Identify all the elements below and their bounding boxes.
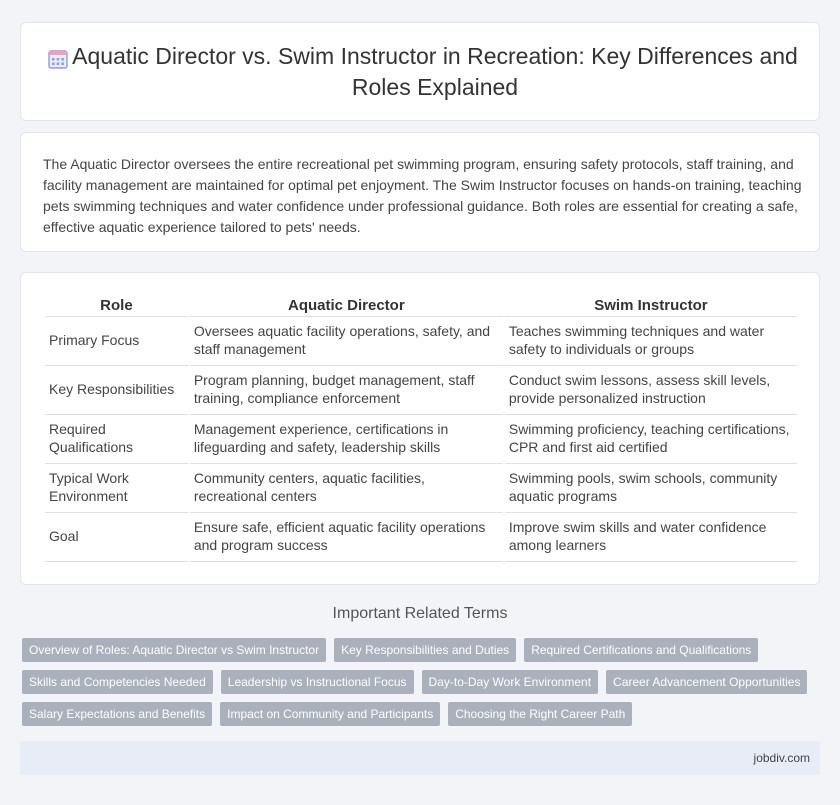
- related-term-tag[interactable]: Required Certifications and Qualifications: [524, 638, 758, 662]
- related-term-tag[interactable]: Salary Expectations and Benefits: [22, 702, 212, 726]
- table-row: [45, 464, 797, 513]
- row-label: Typical Work Environment: [45, 464, 188, 513]
- comparison-table: [43, 295, 799, 562]
- aquatic-director-cell: Management experience, certifications in lifeguarding and safety, leadership skills: [190, 415, 503, 464]
- header-card: [20, 22, 820, 121]
- header-role: Role: [45, 295, 188, 317]
- related-term-tag[interactable]: Leadership vs Instructional Focus: [221, 670, 414, 694]
- related-term-tag[interactable]: Choosing the Right Career Path: [448, 702, 632, 726]
- page-title: Aquatic Director vs. Swim Instructor in Recreation: Key Differences and Roles Explained: [72, 42, 798, 100]
- table-row: [45, 513, 797, 562]
- footer: [20, 741, 820, 775]
- table-row: [45, 317, 797, 366]
- related-term-tag[interactable]: Key Responsibilities and Duties: [334, 638, 516, 662]
- related-terms-list: [22, 638, 818, 726]
- table-header-row: [45, 295, 797, 317]
- aquatic-director-cell: Ensure safe, efficient aquatic facility operations and program success: [190, 513, 503, 562]
- aquatic-director-cell: Program planning, budget management, staff training, compliance enforcement: [190, 366, 503, 415]
- swim-instructor-cell: Conduct swim lessons, assess skill levels, provide personalized instruction: [505, 366, 797, 415]
- footer-site-link[interactable]: jobdiv.com: [753, 751, 810, 765]
- swim-instructor-cell: Improve swim skills and water confidence among learners: [505, 513, 797, 562]
- related-term-tag[interactable]: Day-to-Day Work Environment: [422, 670, 599, 694]
- intro-paragraph: The Aquatic Director oversees the entire recreational pet swimming program, ensuring safety protocols, staff training, and facility management are maintained for optimal pet enjoyment. The Swim Instructor focuses on hands-on training, teaching pets swimming techniques and water confidence under professional guidance. Both roles are essential for creating a safe, effective aquatic experience tailored to pets' needs.: [43, 156, 802, 235]
- table-row: [45, 415, 797, 464]
- row-label: Goal: [45, 513, 188, 562]
- related-term-tag[interactable]: Skills and Competencies Needed: [22, 670, 213, 694]
- related-term-tag[interactable]: Impact on Community and Participants: [220, 702, 440, 726]
- table-row: [45, 366, 797, 415]
- related-terms-title: Important Related Terms: [332, 605, 508, 622]
- swim-instructor-cell: Swimming proficiency, teaching certifications, CPR and first aid certified: [505, 415, 797, 464]
- swim-instructor-cell: Swimming pools, swim schools, community aquatic programs: [505, 464, 797, 513]
- header-aquatic-director: Aquatic Director: [190, 295, 503, 317]
- row-label: Required Qualifications: [45, 415, 188, 464]
- related-term-tag[interactable]: Overview of Roles: Aquatic Director vs Swim Instructor: [22, 638, 326, 662]
- swim-instructor-cell: Teaches swimming techniques and water safety to individuals or groups: [505, 317, 797, 366]
- comparison-table-card: [20, 272, 820, 585]
- header-swim-instructor: Swim Instructor: [505, 295, 797, 317]
- row-label: Key Responsibilities: [45, 366, 188, 415]
- aquatic-director-cell: Community centers, aquatic facilities, recreational centers: [190, 464, 503, 513]
- aquatic-director-cell: Oversees aquatic facility operations, safety, and staff management: [190, 317, 503, 366]
- intro-card: [20, 132, 820, 252]
- related-term-tag[interactable]: Career Advancement Opportunities: [606, 670, 807, 694]
- row-label: Primary Focus: [45, 317, 188, 366]
